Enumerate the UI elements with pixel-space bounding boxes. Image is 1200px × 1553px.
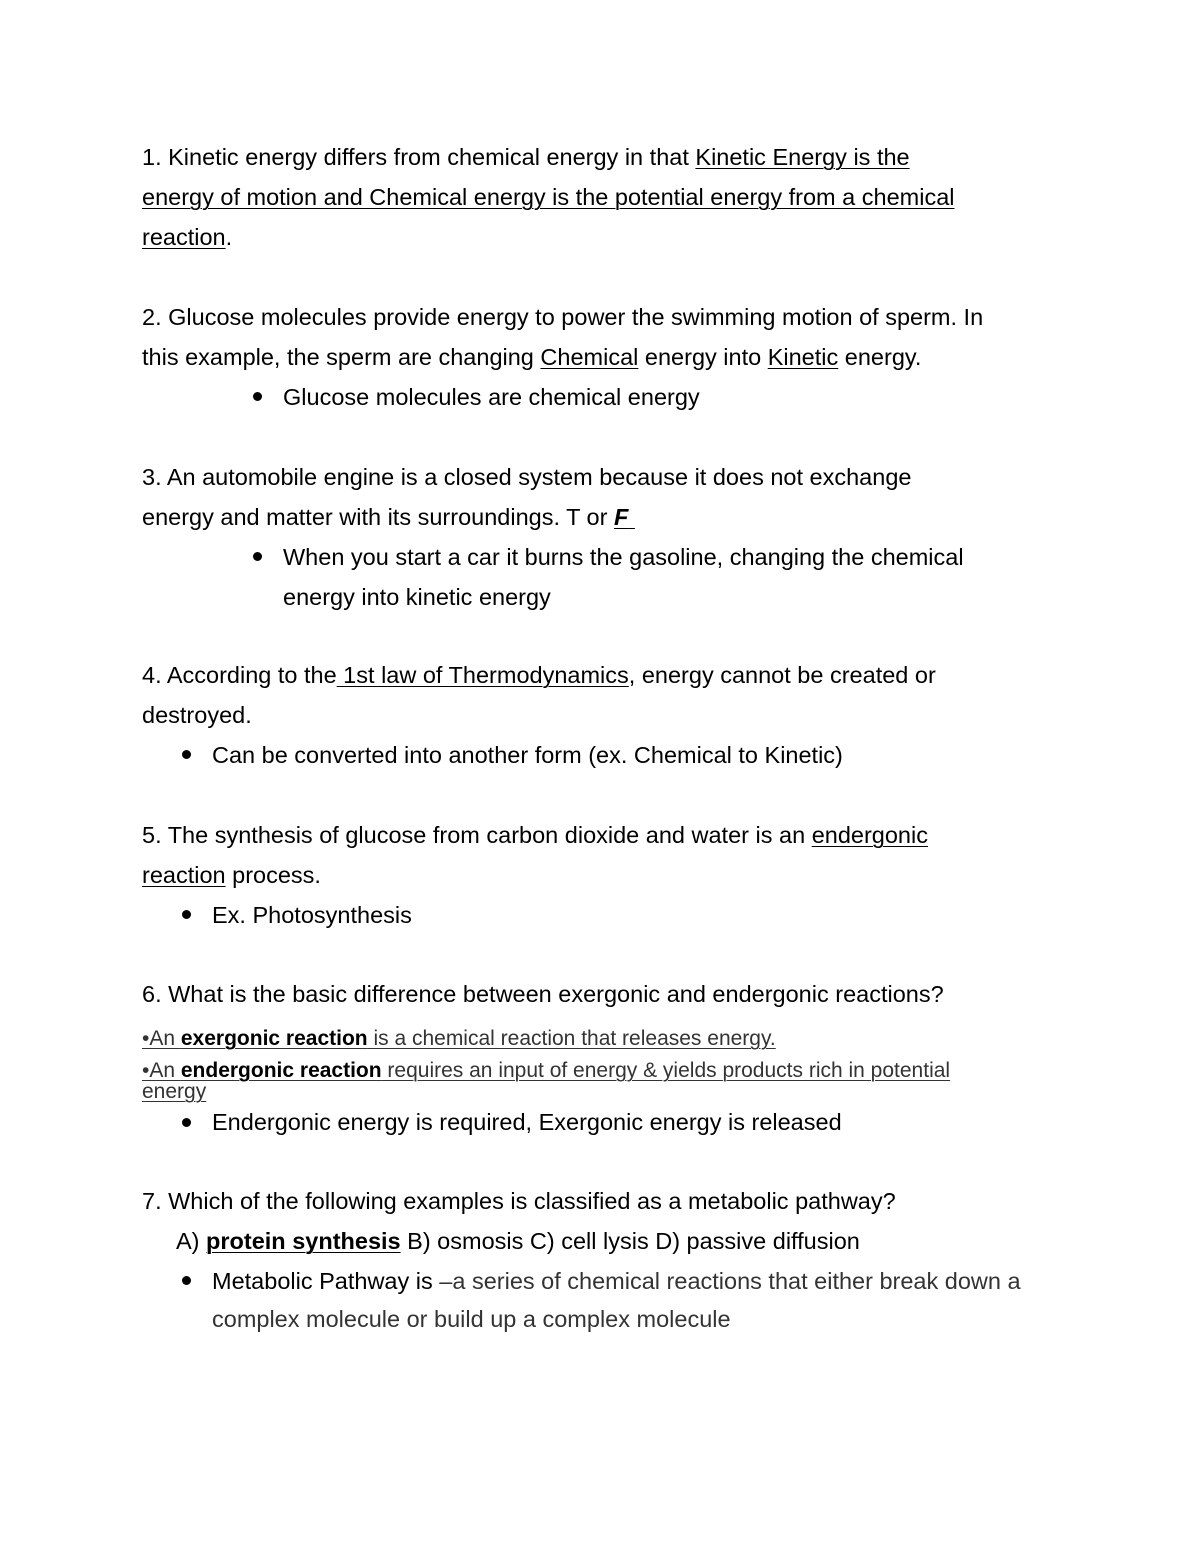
q7-options [176,1226,860,1256]
q1-end: . [225,224,233,250]
q5-prefix: 5. The synthesis of glucose from carbon dioxide and water is an [142,822,812,848]
q1-line3 [142,222,232,252]
bullet-icon [182,910,191,919]
q4-answer: 1st law of Thermodynamics [336,662,629,688]
q6-note2: •An endergonic reaction requires an input of energy & yields products rich in potential [142,1059,951,1082]
q2-line1 [142,302,983,332]
q1-line2 [142,182,954,212]
q5-line2 [142,860,321,890]
q7-bullet-line2 [212,1304,731,1334]
q6-note1-term: exergonic reaction [180,1027,368,1050]
q4-text2: destroyed. [142,702,252,728]
bullet-icon [253,552,262,561]
q5-bullet [212,900,412,930]
q5-line1 [142,820,928,850]
q1-answer-part3: reaction [142,224,226,250]
q4-prefix: 4. According to the [142,662,337,688]
q3-bullet-line2 [283,582,551,612]
q3-answer: F [613,504,629,530]
bullet-icon [182,1118,191,1127]
bullet-icon [253,392,262,401]
q4-bullet-text: Can be converted into another form (ex. Chemical to Kinetic) [212,742,843,768]
q3-text2: energy and matter with its surroundings. T or [142,504,614,530]
q3-bullet-text2: energy into kinetic energy [283,584,551,610]
q2-text2b: energy into [638,344,768,370]
q5-suffix: process. [225,862,321,888]
q1-answer-part1: Kinetic Energy is the [695,144,910,170]
q6-bullet-text: Endergonic energy is required, Exergonic energy is released [212,1109,842,1135]
q6-question [142,979,944,1009]
q5-answer-part2: reaction [142,862,226,888]
q2-text2c: energy. [838,344,922,370]
q7-bullet-line1 [212,1266,1021,1296]
q7-question [142,1186,896,1216]
q2-blank1-answer: Chemical [540,344,639,370]
q3-line1 [142,462,911,492]
q6-bullet [212,1107,842,1137]
q7-option-a-label: A) [176,1228,207,1254]
q4-bullet [212,740,843,770]
q2-line2 [142,342,921,372]
q3-bullet-line1 [283,542,964,572]
q7-bullet-def1: –a series of chemical reactions that either break down a [432,1268,1021,1294]
q6-note2-term: endergonic reaction [180,1059,382,1082]
q3-text1: 3. An automobile engine is a closed system because it does not exchange [142,464,912,490]
q6-note2-line2: energy [142,1080,207,1103]
bullet-icon [182,750,191,759]
q7-option-a-answer: protein synthesis [206,1228,401,1254]
q6-question-text: 6. What is the basic difference between exergonic and endergonic reactions? [142,981,944,1007]
q1-answer-part2: energy of motion and Chemical energy is the potential energy from a chemical [142,184,955,210]
q4-suffix: , energy cannot be created or [628,662,936,688]
q2-text2a: this example, the sperm are changing [142,344,541,370]
q3-bullet-text1: When you start a car it burns the gasoline, changing the chemical [283,544,964,570]
q2-text1: 2. Glucose molecules provide energy to power the swimming motion of sperm. In [142,304,984,330]
q7-bullet-term: Metabolic Pathway is [212,1268,433,1294]
q7-bullet-def2: complex molecule or build up a complex molecule [212,1306,731,1332]
q2-bullet-text: Glucose molecules are chemical energy [283,384,700,410]
q7-options-rest: B) osmosis C) cell lysis D) passive diffusion [400,1228,860,1254]
q5-bullet-text: Ex. Photosynthesis [212,902,412,928]
q5-answer-part1: endergonic [811,822,928,848]
q2-blank2-answer: Kinetic [767,344,839,370]
bullet-icon [182,1276,191,1285]
q6-note1: •An exergonic reaction is a chemical reaction that releases energy. [142,1027,776,1050]
q7-question-text: 7. Which of the following examples is classified as a metabolic pathway? [142,1188,896,1214]
q1-prefix: 1. Kinetic energy differs from chemical energy in that [142,144,696,170]
q1-line1 [142,142,910,172]
q3-line2 [142,502,635,532]
q4-line1 [142,660,936,690]
q4-line2 [142,700,252,730]
q2-bullet [283,382,700,412]
